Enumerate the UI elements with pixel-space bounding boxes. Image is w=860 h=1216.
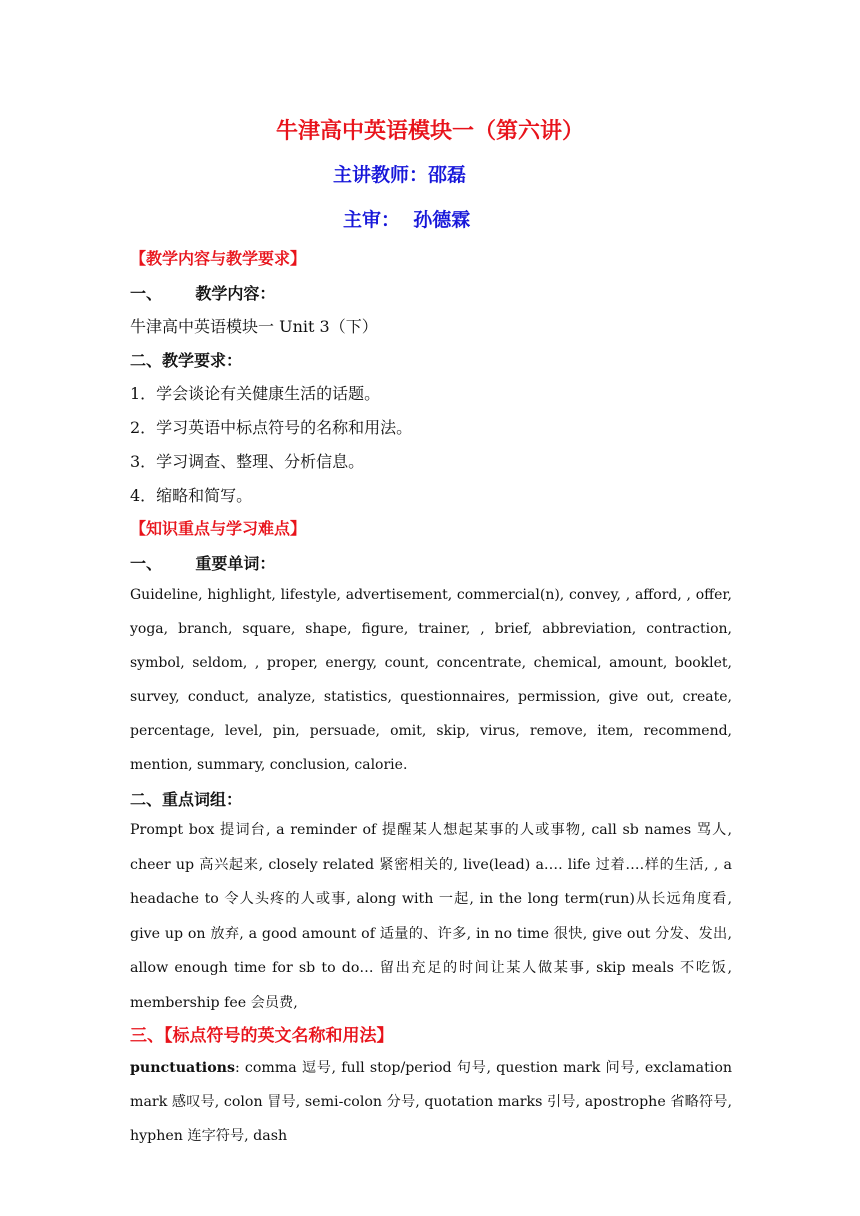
requirement-item: 4．缩略和简写。 (130, 486, 253, 505)
punctuation-text: : comma 逗号, full stop/period 句号, question mark 问号, exclamation mark 感叹号, colon 冒号, semi-colon 分号, quotation marks 引号, apostrophe 省略符号, hyphen 连字符号, dash (130, 1060, 732, 1144)
document-title: 牛津高中英语模块一（第六讲） (275, 118, 584, 144)
phrases-paragraph: Prompt box 提词台, a reminder of 提醒某人想起某事的人或事物, call sb names 骂人, cheer up 高兴起来, closely related 紧密相关的, live(lead) a…. life 过着….样的生活, , a headache to 令人头疼的人或事, along with 一起, in the long term(run)从长远角度看, give up on 放弃, a good amount of 适量的、许多, in no time 很快, give out 分发、发出, allow enough time for sb to do… 留出充足的时间让某人做某事, skip meals 不吃饭, membership fee 会员费, (130, 822, 732, 1011)
section-heading-teaching: 【教学内容与教学要求】 (130, 249, 307, 268)
section-heading-keypoints: 【知识重点与学习难点】 (130, 519, 307, 538)
vocabulary-heading: 一、 重要单词： (130, 554, 276, 573)
section-heading-punctuation: 三、【标点符号的英文名称和用法】 (130, 1026, 394, 1046)
reviewer-line: 主审： 孙德霖 (343, 209, 471, 231)
content-text: 牛津高中英语模块一 Unit 3（下） (130, 317, 378, 336)
punctuation-label: punctuations (130, 1060, 235, 1076)
requirements-heading: 二、教学要求： (130, 351, 243, 370)
requirement-item: 3．学习调查、整理、分析信息。 (130, 452, 365, 471)
punctuation-paragraph (130, 1051, 732, 1153)
content-heading: 一、 教学内容： (130, 284, 276, 303)
requirement-item: 1．学会谈论有关健康生活的话题。 (130, 384, 381, 403)
teacher-line: 主讲教师：邵磊 (333, 164, 467, 186)
phrases-heading: 二、重点词组： (130, 790, 243, 809)
vocabulary-paragraph: Guideline, highlight, lifestyle, advertisement, commercial(n), convey, , afford, , offer, yoga, branch, square, shape, figure, trainer, , brief, abbreviation, contraction, symbol, seldom, , proper, energy, count, concentrate, chemical, amount, booklet, survey, conduct, analyze, statistics, questionnaires, permission, give out, create, percentage, level, pin, persuade, omit, skip, virus, remove, item, recommend, mention, summary, conclusion, calorie. (130, 587, 732, 773)
requirement-item: 2．学习英语中标点符号的名称和用法。 (130, 418, 413, 437)
